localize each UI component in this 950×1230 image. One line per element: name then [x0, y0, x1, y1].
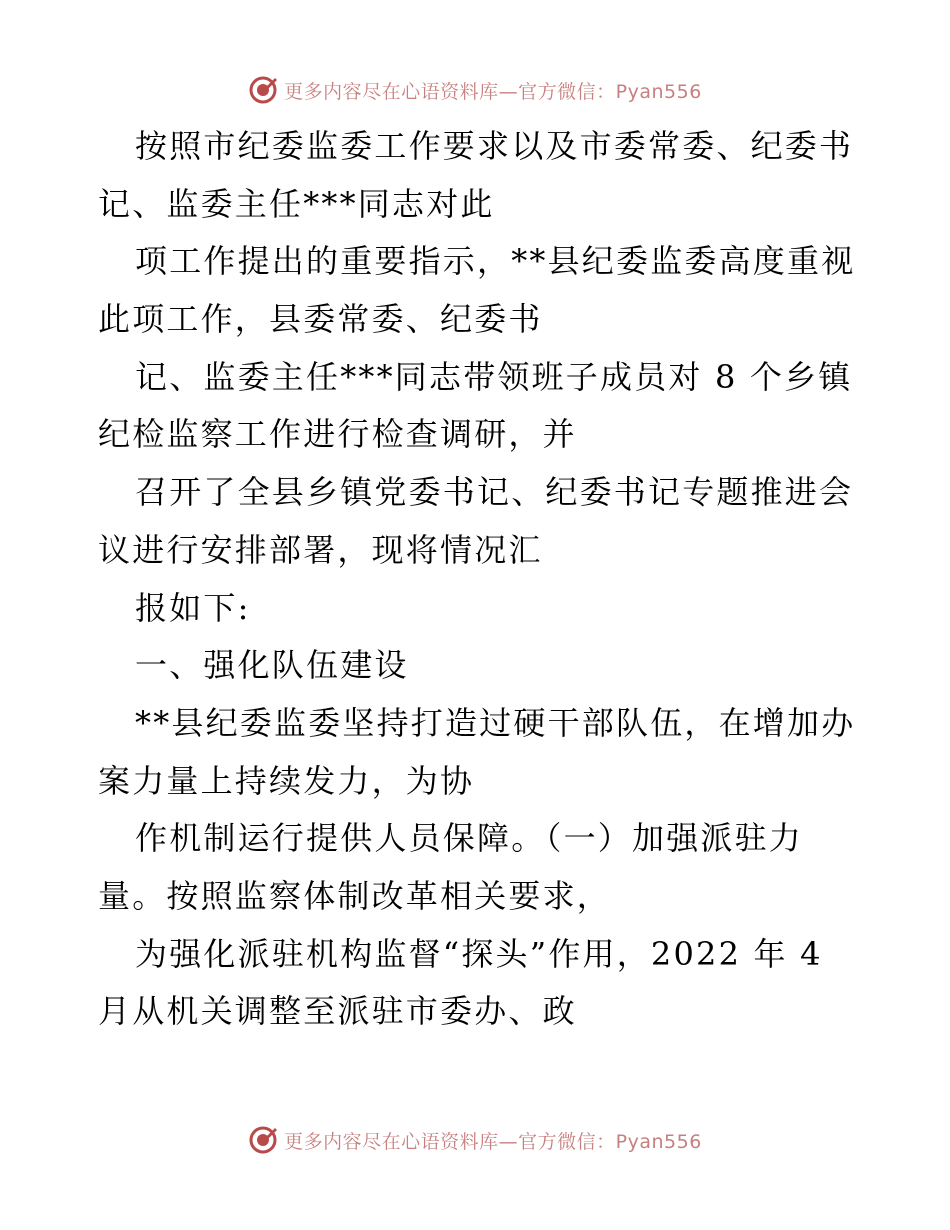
text-line: 报如下: [135, 588, 251, 627]
watermark-text: 更多内容尽在心语资料库—官方微信：Pyan556 [284, 80, 702, 103]
document-body [98, 118, 858, 1041]
text-line: 月从机关调整至派驻市委办、政 [98, 992, 577, 1031]
text-line: 纪检监察工作进行检查调研，并 [98, 415, 577, 454]
text-line: 召开了全县乡镇党委书记、纪委书记专题推进会 [135, 473, 854, 512]
section-heading: 一、强化队伍建设 [135, 646, 409, 685]
text-line: 议进行安排部署，现将情况汇 [98, 530, 543, 569]
text-line: 记、监委主任***同志带领班子成员对 8 个乡镇 [135, 357, 853, 396]
text-line: 记、监委主任***同志对此 [98, 184, 495, 223]
text-line: 项工作提出的重要指示，**县纪委监委高度重视 [135, 242, 856, 281]
text-line: 此项工作，县委常委、纪委书 [98, 300, 543, 339]
text-line: **县纪委监委坚持打造过硬干部队伍，在增加办 [135, 703, 856, 742]
text-line: 量。按照监察体制改革相关要求， [98, 876, 612, 915]
footer-watermark [0, 1120, 950, 1160]
text-line: 按照市纪委监委工作要求以及市委常委、纪委书 [135, 127, 854, 165]
text-line: 为强化派驻机构监督“探头”作用，2022 年 4 [135, 934, 823, 973]
pen-logo-icon [248, 1125, 278, 1155]
text-line: 案力量上持续发力，为协 [98, 761, 475, 800]
text-line: 作机制运行提供人员保障。（一）加强派驻力 [135, 819, 804, 858]
watermark-text: 更多内容尽在心语资料库—官方微信：Pyan556 [284, 1130, 702, 1153]
pen-logo-icon [248, 75, 278, 105]
header-watermark [0, 70, 950, 110]
